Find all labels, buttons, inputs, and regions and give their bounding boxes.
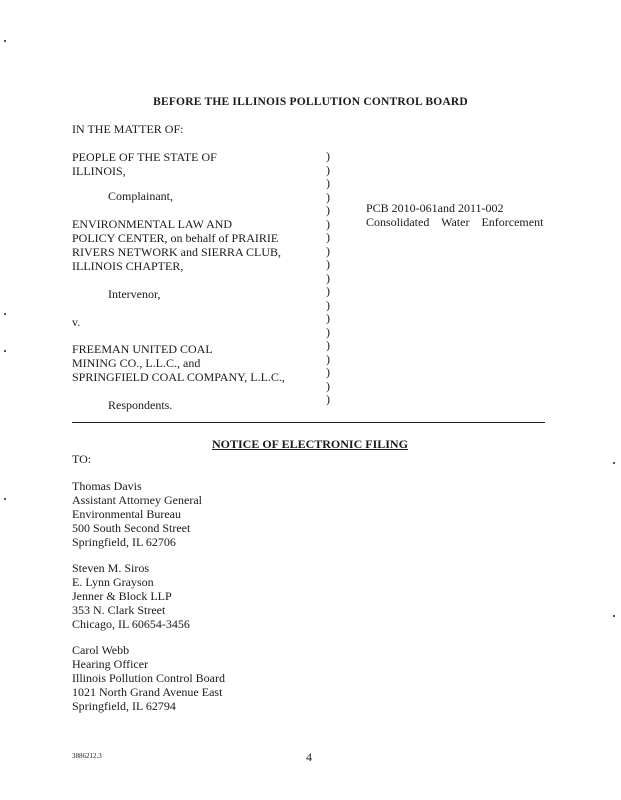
recipient-line: Assistant Attorney General [72, 493, 202, 507]
caption-divider [72, 422, 545, 423]
intervenor-name-line-1: ENVIRONMENTAL LAW AND [72, 217, 233, 231]
paren: ) [326, 311, 330, 325]
scan-speck [4, 313, 6, 315]
recipient-line: E. Lynn Grayson [72, 575, 154, 589]
recipient-line: Carol Webb [72, 643, 130, 657]
recipient-line: Steven M. Siros [72, 561, 150, 575]
scan-speck [4, 498, 6, 500]
paren: ) [326, 297, 330, 312]
footer-doc-id: 3886212.3 [72, 752, 102, 760]
respondent-name-line-1: FREEMAN UNITED COAL [72, 342, 213, 356]
case-type: Consolidated Water Enforcement [366, 215, 544, 229]
recipient-line: Springfield, IL 62794 [72, 699, 176, 713]
respondent-name-line-2: MINING CO., L.L.C., and [72, 356, 201, 370]
intervenor-name-line-3: RIVERS NETWORK and SIERRA CLUB, [72, 245, 282, 259]
page-number: 4 [306, 750, 312, 764]
paren: ) [326, 365, 330, 379]
document-title: BEFORE THE ILLINOIS POLLUTION CONTROL BOARD [153, 96, 468, 108]
recipient-line: 353 N. Clark Street [72, 603, 166, 617]
recipient-line: Springfield, IL 62706 [72, 535, 176, 549]
matter-label: IN THE MATTER OF: [72, 122, 184, 136]
paren: ) [326, 351, 330, 366]
complainant-name-line-1: PEOPLE OF THE STATE OF [72, 150, 217, 164]
recipient-line: Hearing Officer [72, 657, 149, 671]
complainant-name-line-2: ILLINOIS, [72, 164, 126, 178]
recipient-line: Chicago, IL 60654-3456 [72, 617, 190, 631]
respondent-name-line-3: SPRINGFIELD COAL COMPANY, L.L.C., [72, 370, 285, 384]
paren: ) [326, 230, 330, 244]
versus-label: v. [72, 315, 81, 329]
intervenor-name-line-4: ILLINOIS CHAPTER, [72, 259, 184, 273]
to-label: TO: [72, 452, 92, 466]
paren: ) [326, 189, 330, 204]
recipient-block [72, 643, 225, 713]
paren: ) [326, 149, 330, 163]
scan-speck [613, 462, 615, 464]
paren: ) [326, 324, 330, 339]
paren: ) [326, 257, 330, 271]
paren: ) [326, 338, 330, 352]
paren: ) [326, 203, 330, 217]
caption-paren-column [326, 150, 330, 407]
recipient-line: Environmental Bureau [72, 507, 181, 521]
recipient-line: Illinois Pollution Control Board [72, 671, 226, 685]
paren: ) [326, 216, 330, 231]
notice-heading: NOTICE OF ELECTRONIC FILING [212, 437, 408, 451]
case-number-block [366, 201, 543, 229]
recipient-line: 1021 North Grand Avenue East [72, 685, 223, 699]
scan-speck [4, 40, 6, 42]
complainant-role: Complainant, [108, 189, 173, 203]
respondent-role: Respondents. [108, 398, 173, 412]
recipient-line: Thomas Davis [72, 479, 142, 493]
paren: ) [326, 284, 330, 298]
recipient-block [72, 561, 190, 631]
paren: ) [326, 162, 330, 177]
paren: ) [326, 392, 330, 406]
scan-speck [613, 615, 615, 617]
paren: ) [326, 176, 330, 190]
paren: ) [326, 378, 330, 393]
recipient-block [72, 479, 202, 549]
paren: ) [326, 270, 330, 285]
scan-speck [4, 350, 6, 352]
recipient-line: Jenner & Block LLP [72, 589, 172, 603]
paren: ) [326, 243, 330, 258]
intervenor-role: Intervenor, [108, 287, 161, 301]
case-number: PCB 2010-061and 2011-002 [366, 201, 504, 215]
recipient-line: 500 South Second Street [72, 521, 191, 535]
intervenor-name-line-2: POLICY CENTER, on behalf of PRAIRIE [72, 231, 279, 245]
